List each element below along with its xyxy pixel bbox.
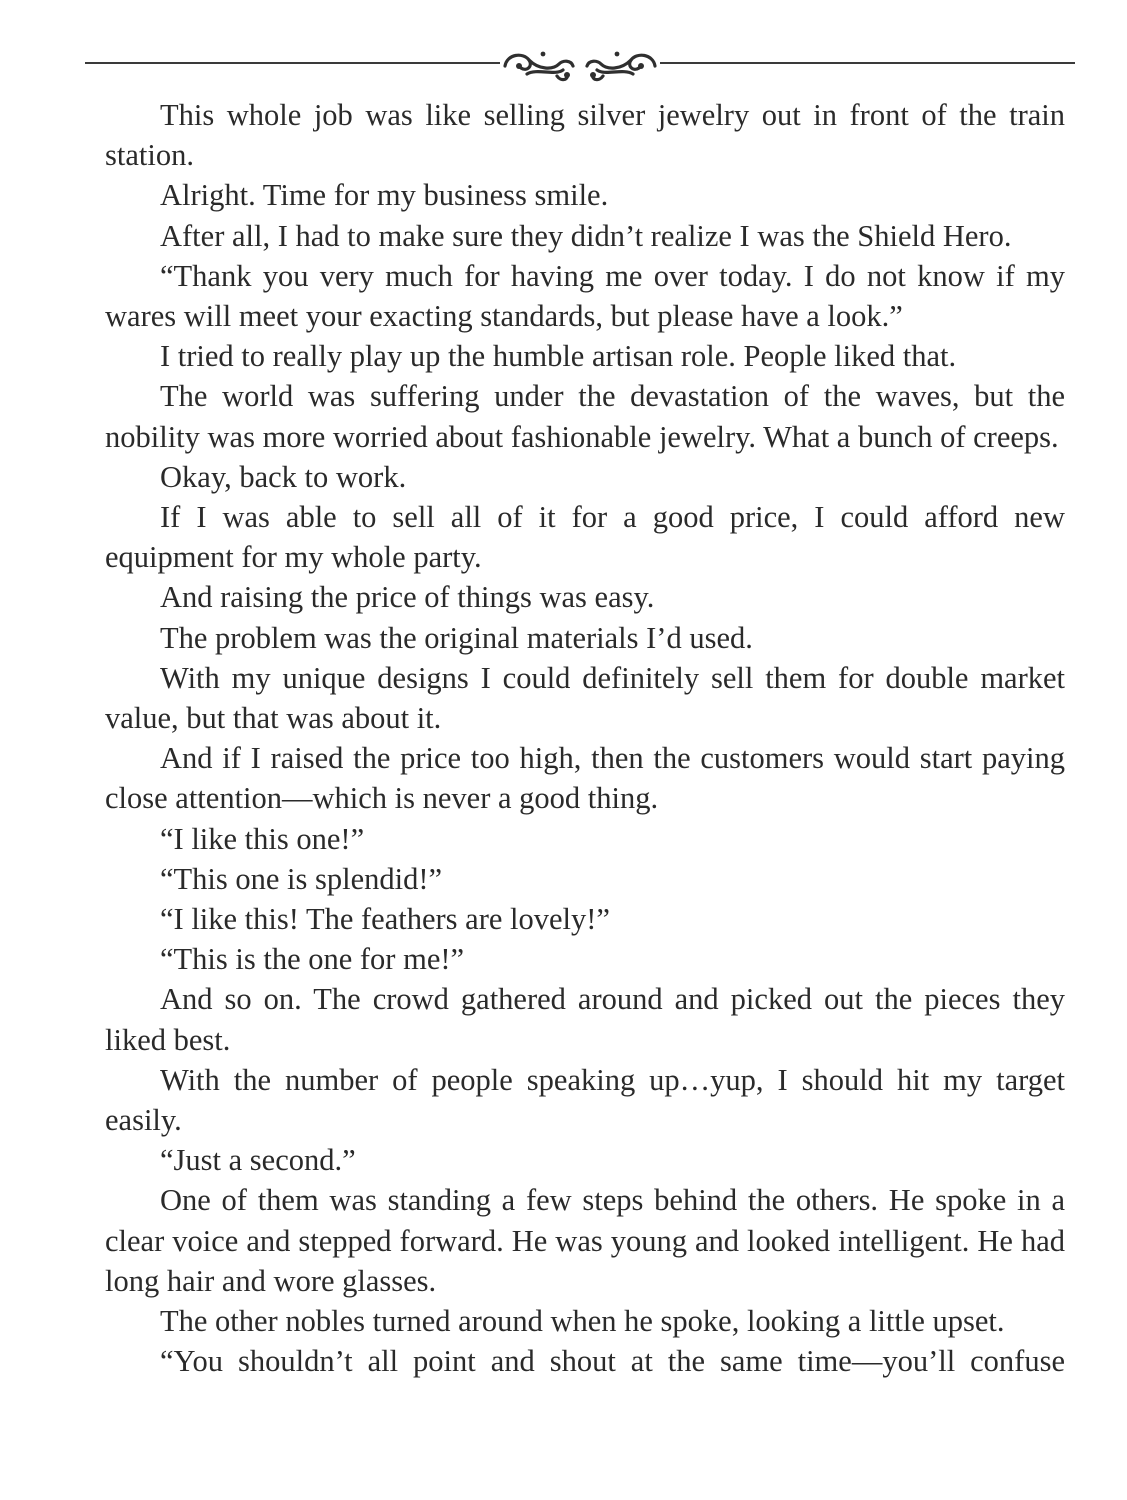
paragraph-continued: “You shouldn’t all point and shout at the same time—you’ll confuse [160,1344,1065,1379]
paragraph: And raising the price of things was easy. [160,580,655,615]
header-rule-right [660,62,1075,64]
paragraph: “I like this! The feathers are lovely!” [160,902,610,937]
paragraph: The world was suffering under the devastation of the waves, but the nobility was more worried about fashionable jewelry. What a bunch of creeps. [105,379,1065,454]
paragraph: With the number of people speaking up…yup, I should hit my target easily. [105,1062,1065,1138]
body-text [105,95,1065,1382]
paragraph: “I like this one!” [160,821,365,856]
paragraph: With my unique designs I could definitely sell them for double market value, but that was about it. [105,660,1065,736]
paragraph: Okay, back to work. [160,459,407,494]
header-rule-left [85,62,500,64]
paragraph: Alright. Time for my business smile. [160,178,609,213]
paragraph: This whole job was like selling silver jewelry out in front of the train station. [105,98,1065,173]
paragraph: “Just a second.” [160,1143,356,1178]
paragraph: And so on. The crowd gathered around and picked out the pieces they liked best. [105,982,1065,1057]
paragraph: One of them was standing a few steps behind the others. He spoke in a clear voice and stepped forward. He was young and looked intelligent. He had long hair and wore glasses. [105,1183,1065,1298]
paragraph: “This one is splendid!” [160,861,443,896]
paragraph: And if I raised the price too high, then the customers would start paying close attention—which is never a good thing. [105,741,1065,816]
paragraph: “This is the one for me!” [160,942,465,977]
scroll-flourish-icon [497,40,663,88]
paragraph: I tried to really play up the humble artisan role. People liked that. [160,339,957,374]
paragraph: The problem was the original materials I’d used. [160,620,753,655]
paragraph: “Thank you very much for having me over today. I do not know if my wares will meet your exacting standards, but please have a look.” [105,258,1065,334]
paragraph: After all, I had to make sure they didn’t realize I was the Shield Hero. [160,218,1012,253]
paragraph: If I was able to sell all of it for a good price, I could afford new equipment for my whole party. [105,500,1065,575]
page-header [85,40,1075,88]
paragraph: The other nobles turned around when he spoke, looking a little upset. [160,1304,1005,1339]
